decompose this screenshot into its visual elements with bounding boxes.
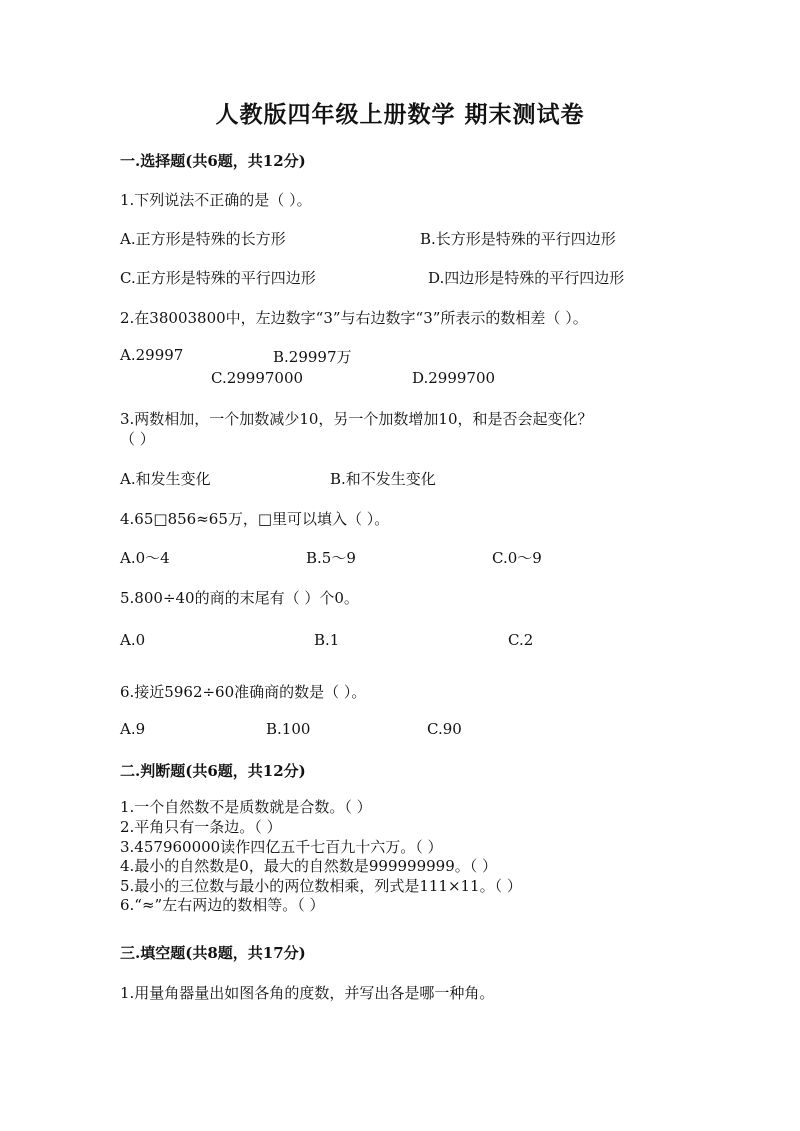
- q2-option-d: D.2999700: [412, 369, 496, 387]
- judgment-item-5: 5.最小的三位数与最小的两位数相乘，列式是111×11。（ ）: [120, 877, 522, 895]
- section-header-fill-blank: 三.填空题(共8题，共17分): [120, 944, 306, 962]
- question-6: 6.接近5962÷60准确商的数是（ ）。: [120, 683, 367, 701]
- judgment-item-6: 6.“≈”左右两边的数相等。（ ）: [120, 896, 325, 914]
- q1-option-c: C.正方形是特殊的平行四边形: [120, 269, 316, 287]
- judgment-item-3: 3.457960000读作四亿五千七百九十六万。（ ）: [120, 838, 443, 856]
- judgment-item-4: 4.最小的自然数是0，最大的自然数是999999999。（ ）: [120, 857, 498, 875]
- q5-option-a: A.0: [120, 631, 146, 649]
- question-3-blank: （ ）: [120, 430, 155, 448]
- q5-option-b: B.1: [314, 631, 340, 649]
- section-header-judgment: 二.判断题(共6题，共12分): [120, 762, 306, 780]
- page-title: 人教版四年级上册数学 期末测试卷: [215, 101, 585, 128]
- q5-option-c: C.2: [508, 631, 534, 649]
- q4-option-c: C.0～9: [492, 549, 542, 567]
- q6-option-a: A.9: [120, 720, 146, 738]
- q1-option-d: D.四边形是特殊的平行四边形: [428, 269, 625, 287]
- q6-option-b: B.100: [266, 720, 311, 738]
- q2-option-a: A.29997: [120, 346, 184, 364]
- judgment-item-1: 1.一个自然数不是质数就是合数。（ ）: [120, 798, 372, 816]
- question-2: 2.在38003800中，左边数字“3”与右边数字“3”所表示的数相差（ ）。: [120, 309, 588, 327]
- q3-option-b: B.和不发生变化: [330, 470, 436, 488]
- fill-blank-item-1: 1.用量角器量出如图各角的度数，并写出各是哪一种角。: [120, 984, 495, 1002]
- question-1: 1.下列说法不正确的是（ ）。: [120, 191, 312, 209]
- q4-option-a: A.0～4: [120, 549, 170, 567]
- q1-option-a: A.正方形是特殊的长方形: [120, 230, 286, 248]
- q1-option-b: B.长方形是特殊的平行四边形: [420, 230, 616, 248]
- question-5: 5.800÷40的商的末尾有（ ）个0。: [120, 589, 359, 607]
- q3-option-a: A.和发生变化: [120, 470, 211, 488]
- question-3: 3.两数相加，一个加数减少10，另一个加数增加10，和是否会起变化？: [120, 410, 593, 428]
- judgment-item-2: 2.平角只有一条边。（ ）: [120, 818, 282, 836]
- section-header-choice: 一.选择题(共6题，共12分): [120, 152, 306, 170]
- q4-option-b: B.5～9: [306, 549, 356, 567]
- q2-option-c: C.29997000: [211, 369, 304, 387]
- q6-option-c: C.90: [427, 720, 462, 738]
- question-4: 4.65□856≈65万，□里可以填入（ ）。: [120, 510, 390, 528]
- q2-option-b: B.29997万: [273, 348, 352, 366]
